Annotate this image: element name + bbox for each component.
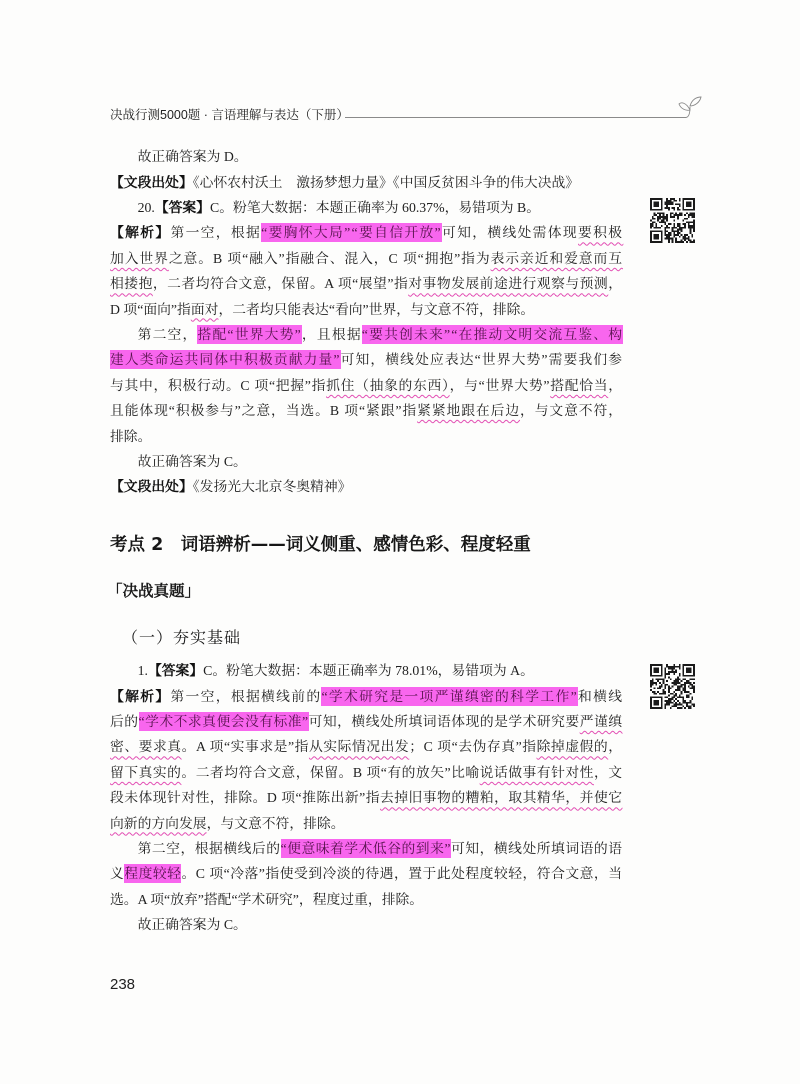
wavy-underline-mark: 说话做事有针对性 — [479, 764, 594, 780]
highlight-mark: “要胸怀大局”“要自信开放” — [261, 225, 442, 241]
wavy-underline-mark: 紧紧地跟在后边 — [417, 403, 521, 419]
text-run: 故正确答案为 D。 — [137, 149, 248, 165]
wavy-underline-mark: 抓住（抽象的东西） — [326, 377, 450, 393]
line-content — [110, 765, 623, 780]
analysis-line — [110, 271, 622, 296]
line-content — [110, 302, 534, 317]
line-content — [110, 712, 622, 731]
highlight-mark: “学术不求真便会没有标准” — [138, 714, 309, 730]
qr-modules — [650, 664, 695, 709]
conclusion-line — [110, 144, 622, 169]
analysis-line — [110, 220, 622, 245]
analysis-label: 【解析】 — [110, 225, 171, 241]
wavy-underline-mark: 加入世界 — [110, 250, 169, 266]
wavy-underline-mark: 严谨缜 — [579, 714, 623, 730]
text-run: 故正确答案为 C。 — [137, 917, 247, 933]
analysis-line — [110, 322, 622, 347]
page-number: 238 — [110, 976, 136, 993]
analysis-line — [110, 246, 622, 271]
answer-line — [110, 658, 622, 683]
text-run: ，与文意不符，排除。 — [206, 815, 345, 831]
explanation-block-q20 — [110, 144, 622, 499]
text-run: ， — [608, 739, 623, 755]
wavy-underline-mark: 搭配恰当 — [550, 377, 609, 393]
text-run: 。A 项“实事求是”指 — [181, 739, 309, 755]
text-run: 排除。 — [110, 428, 152, 444]
line-content — [138, 663, 534, 678]
text-run: 。C 项“冷落”指使受到冷淡的待遇，置于此处程度较轻，符合文意，当 — [181, 866, 623, 882]
line-content — [138, 839, 623, 858]
answer-label: 【答案】 — [154, 200, 211, 216]
line-content — [110, 816, 345, 831]
source-line — [110, 170, 622, 195]
wavy-underline-mark: 要积极 — [578, 225, 624, 241]
text-run: 且能体现“积极参与”之意，当选。B 项“紧跟”指 — [110, 403, 418, 419]
text-run: 第二空， — [137, 327, 198, 343]
line-content — [110, 378, 623, 393]
qr-code — [650, 664, 695, 709]
conclusion-line — [110, 449, 622, 474]
text-run: 可知，横线处所填词语体现的是学术研究要 — [308, 714, 580, 730]
answer-line — [110, 195, 622, 220]
highlight-mark: 搭配“世界大势” — [197, 327, 302, 343]
line-content — [110, 739, 623, 754]
analysis-label: 【解析】 — [110, 688, 171, 704]
wavy-underline-mark: 去掉旧事物的糟粕，取其精华，并使它 — [380, 790, 623, 806]
text-run: 可知，横线处需体现 — [442, 225, 578, 241]
analysis-line — [110, 760, 622, 785]
wavy-underline-mark: 除掉虚假的 — [536, 739, 609, 755]
text-run: 段未体现针对性，排除。D 项“推陈出新”指 — [110, 790, 380, 806]
qr-code — [650, 198, 695, 243]
text-run: ，二者均只能表达“看向”世界，与文意不符，排除。 — [218, 301, 535, 317]
line-content — [110, 790, 622, 805]
line-content — [110, 175, 579, 190]
text-run: C。粉笔大数据：本题正确率为 78.01%，易错项为 A。 — [203, 663, 534, 679]
line-content — [138, 454, 247, 469]
line-content — [138, 917, 247, 932]
line-content — [110, 350, 623, 369]
running-header-title: 决战行测5000题 · 言语理解与表达（下册） — [110, 108, 349, 122]
text-run: 义 — [110, 866, 125, 882]
text-run: C。粉笔大数据：本题正确率为 60.37%，易错项为 B。 — [210, 200, 541, 216]
source-label: 【文段出处】 — [110, 174, 193, 190]
section-heading: 考点 2 词语辨析——词义侧重、感情色彩、程度轻重 — [110, 535, 531, 555]
wavy-underline-mark: 对事物发展前途进行观察与预测 — [408, 276, 609, 292]
analysis-line — [110, 297, 622, 322]
text-run: ， — [608, 377, 623, 393]
subsection-label: 「决战真题」 — [107, 582, 201, 600]
analysis-line — [110, 861, 622, 886]
qr-modules — [650, 198, 695, 243]
line-content — [110, 223, 623, 242]
highlight-mark: 程度较轻 — [124, 866, 182, 882]
question-number: 1. — [137, 663, 148, 679]
line-content — [110, 479, 351, 494]
text-run: ；C 项“去伪存真”指 — [409, 739, 537, 755]
wavy-underline-mark: 密、要求真 — [110, 739, 182, 755]
text-run: 后的 — [110, 714, 139, 730]
line-content — [110, 251, 623, 266]
text-run: ，二者均符合文意，保留。A 项“展望”指 — [152, 276, 409, 292]
analysis-line — [110, 887, 622, 912]
text-run: 《发扬光大北京冬奥精神》 — [192, 479, 352, 495]
text-run: ，且根据 — [301, 327, 362, 343]
analysis-line — [110, 836, 622, 861]
line-content — [110, 687, 623, 706]
text-run: 第二空，根据横线后的 — [137, 841, 281, 857]
text-run: 与其中，积极行动。C 项“把握”指 — [110, 377, 327, 393]
text-run: 可知，横线处应表达“世界大势”需要我们参 — [340, 352, 624, 368]
line-content — [110, 429, 151, 444]
question-number: 20. — [137, 200, 155, 216]
text-run: 第一空，根据横线前的 — [170, 688, 322, 704]
analysis-line — [110, 709, 622, 734]
line-content — [110, 892, 423, 907]
text-run: D 项“面向”指 — [110, 301, 191, 317]
line-content — [138, 325, 624, 344]
line-content — [110, 403, 623, 418]
wavy-underline-mark: 向新的方向发展 — [110, 815, 207, 831]
text-run: ，与文意不符， — [520, 403, 623, 419]
text-run: 可知，横线处所填词语的语 — [451, 841, 623, 857]
analysis-line — [110, 424, 622, 449]
wavy-underline-mark: 表示亲近和爱意而互 — [490, 250, 623, 266]
sprout-icon — [679, 97, 701, 118]
answer-label: 【答案】 — [147, 663, 204, 679]
analysis-line — [110, 398, 622, 423]
text-run: 《心怀农村沃土 激扬梦想力量》《中国反贫困斗争的伟大决战》 — [192, 174, 580, 190]
highlight-mark: “学术研究是一项严谨缜密的科学工作” — [321, 688, 578, 704]
conclusion-line — [110, 912, 622, 937]
highlight-mark: “要共创未来”“在推动文明交流互鉴、构 — [361, 327, 624, 343]
analysis-line — [110, 373, 622, 398]
highlight-mark: “便意味着学术低谷的到来” — [280, 841, 451, 857]
analysis-line — [110, 347, 622, 372]
header-rule — [340, 90, 720, 126]
text-run: 和横线 — [578, 688, 624, 704]
wavy-underline-mark: 面对 — [190, 301, 219, 317]
text-run: 。二者均符合文意，保留。B 项“有的放矢”比喻 — [181, 764, 480, 780]
level-heading: （一）夯实基础 — [122, 628, 242, 647]
highlight-mark: 建人类命运共同体中积极贡献力量” — [110, 352, 341, 368]
analysis-line — [110, 811, 622, 836]
analysis-line — [110, 684, 622, 709]
source-line — [110, 474, 622, 499]
text-run: ， — [608, 276, 623, 292]
text-run: 之意。B 项“融入”指融合、混入，C 项“拥抱”指为 — [168, 250, 491, 266]
line-content — [110, 276, 623, 291]
analysis-line — [110, 785, 622, 810]
line-content — [138, 200, 540, 215]
wavy-underline-mark: 从实际情况出发 — [308, 739, 410, 755]
text-run: 故正确答案为 C。 — [137, 453, 247, 469]
text-run: 第一空，根据 — [170, 225, 262, 241]
source-label: 【文段出处】 — [110, 479, 193, 495]
explanation-block-q1 — [110, 658, 622, 937]
wavy-underline-mark: 相搂抱 — [110, 276, 153, 292]
analysis-line — [110, 734, 622, 759]
line-content — [110, 864, 623, 883]
text-run: ，文 — [593, 764, 623, 780]
text-run: 选。A 项“放弃”搭配“学术研究”，程度过重，排除。 — [110, 891, 424, 907]
text-run: ，与“世界大势” — [449, 377, 551, 393]
wavy-underline-mark: 留下真实的 — [110, 764, 182, 780]
line-content — [138, 149, 248, 164]
